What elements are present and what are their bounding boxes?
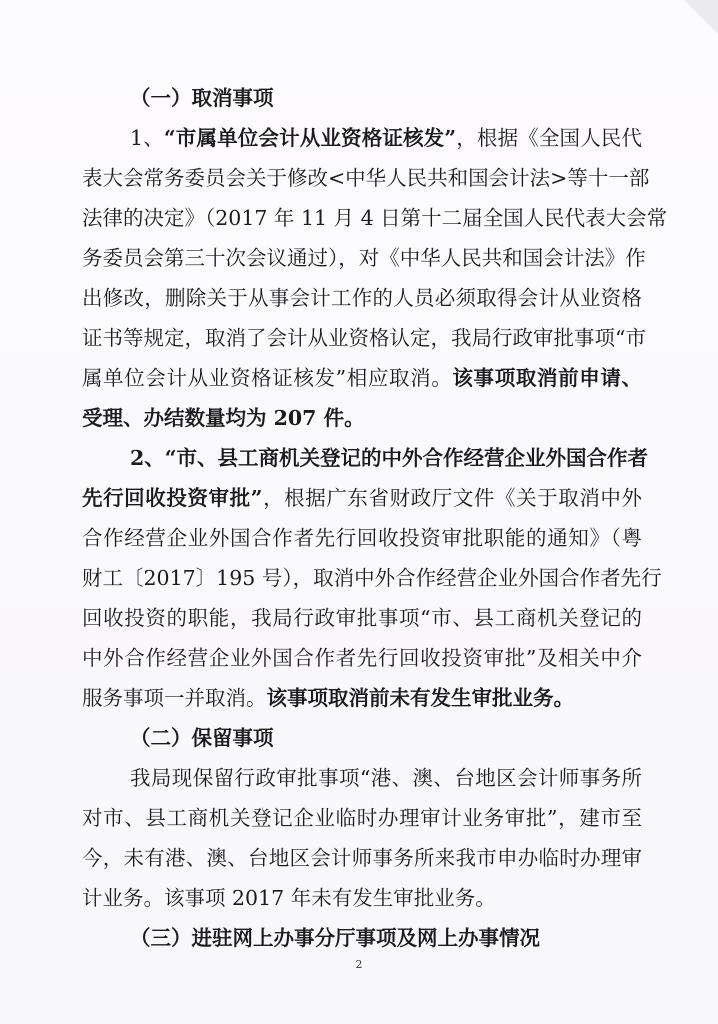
item2-line-7-text: 服务事项一并取消。 bbox=[82, 686, 267, 710]
item2-line-5: 回收投资的职能，我局行政审批事项“市、县工商机关登记的 bbox=[82, 606, 642, 630]
item2-line-7 bbox=[82, 680, 642, 716]
item1-line-3: 法律的决定》（2017 年 11 月 4 日第十二届全国人民代表大会常 bbox=[82, 206, 668, 230]
item2-line-2-rest: ，根据广东省财政厅文件《关于取消中外 bbox=[262, 486, 643, 510]
retain-line-4: 计业务。该事项 2017 年未有发生审批业务。 bbox=[82, 886, 496, 910]
item1-line-1: 1、“市属单位会计从业资格证核发”，根据《全国人民代 bbox=[130, 126, 642, 150]
retain-line-3: 今，未有港、澳、台地区会计师事务所来我市申办临时办理审 bbox=[82, 846, 642, 870]
item2-line-1: 2、“市、县工商机关登记的中外合作经营企业外国合作者 bbox=[130, 446, 649, 470]
item1-line-2: 表大会常务委员会关于修改<中华人民共和国会计法>等十一部 bbox=[82, 166, 650, 190]
section-heading-online: （三）进驻网上办事分厅事项及网上办事情况 bbox=[130, 926, 540, 950]
item1-line-7 bbox=[82, 360, 642, 396]
item1-line-7-text: 属单位会计从业资格证核发”相应取消。 bbox=[82, 366, 453, 390]
item2-line-2 bbox=[82, 480, 642, 516]
item1-line-5: 出修改，删除关于从事会计工作的人员必须取得会计从业资格 bbox=[82, 286, 642, 310]
retain-line-1: 我局现保留行政审批事项“港、澳、台地区会计师事务所 bbox=[130, 766, 642, 790]
item1-title: “市属单位会计从业资格证核发” bbox=[163, 126, 457, 150]
retain-line-2: 对市、县工商机关登记企业临时办理审计业务审批”，建市至 bbox=[82, 806, 642, 830]
item2-title-cont: 先行回收投资审批” bbox=[82, 486, 263, 510]
item2-line-3: 合作经营企业外国合作者先行回收投资审批职能的通知》（粤 bbox=[82, 526, 642, 550]
item1-line-4: 务委员会第三十次会议通过），对《中华人民共和国会计法》作 bbox=[82, 246, 646, 270]
item2-line-6: 中外合作经营企业外国合作者先行回收投资审批”及相关中介 bbox=[82, 646, 642, 670]
item1-line-6: 证书等规定，取消了会计从业资格认定，我局行政审批事项“市 bbox=[82, 326, 646, 350]
item1-bold-tail: 该事项取消前申请、 bbox=[452, 366, 643, 390]
page-corner-fold bbox=[684, 0, 718, 34]
item1-line-8: 受理、办结数量均为 207 件。 bbox=[82, 406, 365, 430]
section-heading-cancel: （一）取消事项 bbox=[130, 86, 274, 110]
item2-bold-tail: 该事项取消前未有发生审批业务。 bbox=[266, 686, 574, 710]
item2-line-4: 财工〔2017〕195 号），取消中外合作经营企业外国合作者先行 bbox=[82, 566, 662, 590]
section-heading-retain: （二）保留事项 bbox=[130, 726, 274, 750]
page-number: 2 bbox=[355, 958, 363, 971]
